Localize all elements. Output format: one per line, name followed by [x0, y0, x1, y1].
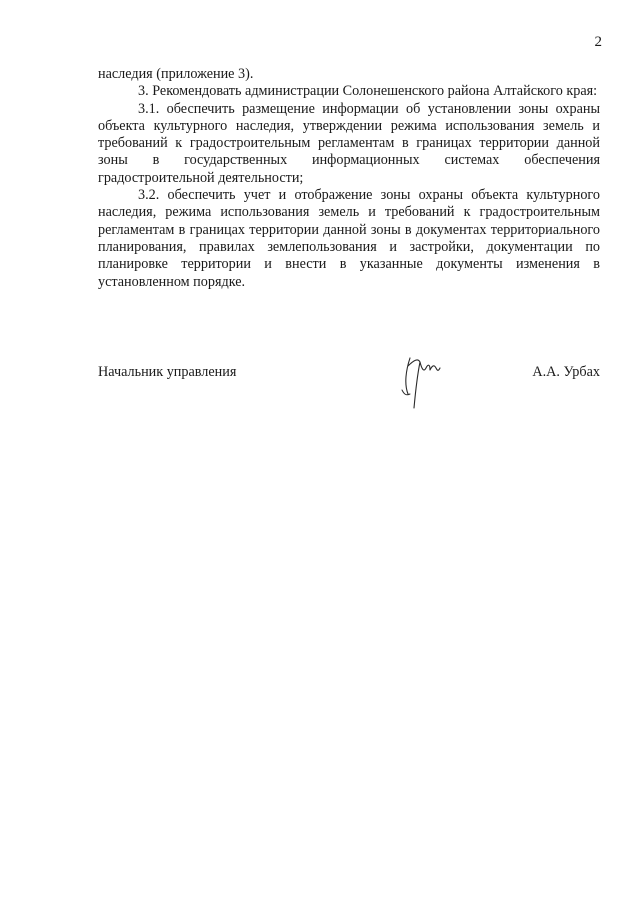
paragraph-3-1: 3.1. обеспечить размещение информации об установлении зоны охраны объекта культурного наследия, утверждении режима использования земель и требований к градостроительным регламентам в границах территории данной зоны в государственных информационных системах обеспечения градостроительной деятельности;: [98, 100, 600, 186]
signatory-name: А.А. Урбах: [532, 364, 600, 380]
paragraph-continuation: наследия (приложение 3).: [98, 66, 254, 82]
page-number: 2: [594, 34, 602, 50]
handwritten-signature: [396, 350, 456, 420]
signature-block: [98, 364, 600, 444]
paragraph-3: 3. Рекомендовать администрации Солонешенского района Алтайского края:: [138, 83, 598, 100]
signatory-title: Начальник управления: [98, 364, 237, 380]
paragraph-3-2: 3.2. обеспечить учет и отображение зоны охраны объекта культурного наследия, режима использования земель и требований к градостроительным регламентам в границах территории данной зоны в документах территориального планирования, правилах землепользования и застройки, документации по планировке территории и внести в указанные документы изменения в установленном порядке.: [98, 187, 600, 290]
document-body: [98, 66, 600, 291]
